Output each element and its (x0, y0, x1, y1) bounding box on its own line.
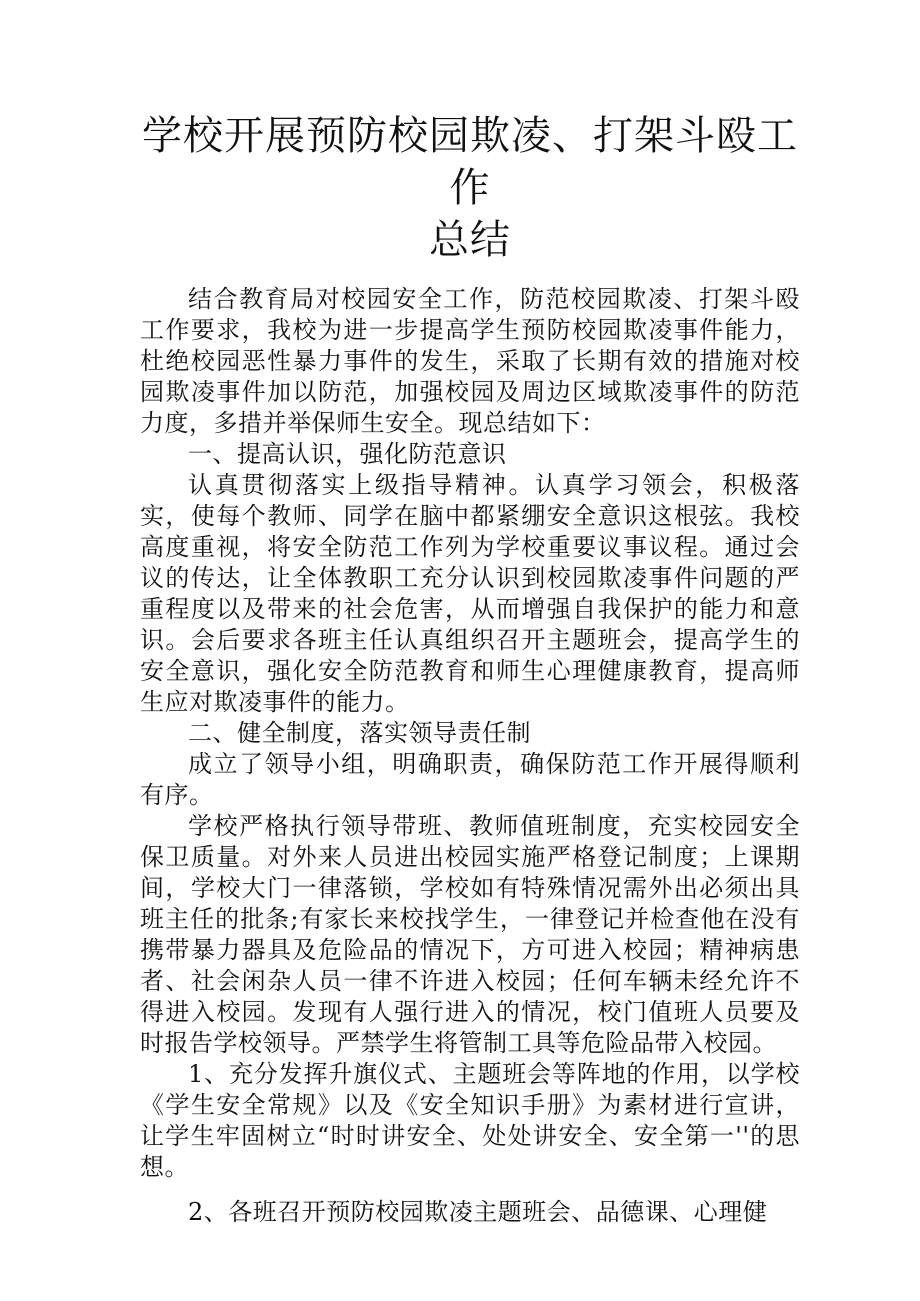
section-2-paragraph-1: 成立了领导小组，明确职责，确保防范工作开展得顺利有序。 (140, 750, 800, 809)
list-item-2: 2、各班召开预防校园欺凌主题班会、品德课、心理健 (188, 1198, 768, 1226)
document-title (140, 110, 800, 266)
section-heading-2: 二、健全制度，落实领导责任制 (188, 719, 531, 747)
section-heading-1: 一、提高认识，强化防范意识 (188, 440, 507, 468)
list-item-1: 1、充分发挥升旗仪式、主题班会等阵地的作用，以学校《学生安全常规》以及《安全知识手册》为素材进行宣讲，让学生牢固树立“时时讲安全、处处讲安全、安全第一''的思想。 (140, 1060, 800, 1181)
title-line-1: 学校开展预防校园欺凌、打架斗殴工作 (142, 113, 798, 211)
intro-paragraph: 结合教育局对校园安全工作，防范校园欺凌、打架斗殴工作要求，我校为进一步提高学生预防校园欺凌事件能力，杜绝校园恶性暴力事件的发生，采取了长期有效的措施对校园欺凌事件加以防范，加强校园及周边区域欺凌事件的防范力度，多措并举保师生安全。现总结如下： (140, 285, 800, 437)
section-1-paragraph: 认真贯彻落实上级指导精神。认真学习领会，积极落实，使每个教师、同学在脑中都紧绷安全意识这根弦。我校高度重视，将安全防范工作列为学校重要议事议程。通过会议的传达，让全体教职工充分认识到校园欺凌事件问题的严重程度以及带来的社会危害，从而增强自我保护的能力和意识。会后要求各班主任认真组织召开主题班会，提高学生的安全意识，强化安全防范教育和师生心理健康教育，提高师生应对欺凌事件的能力。 (140, 471, 800, 716)
title-line-2: 总结 (429, 217, 511, 263)
section-2-paragraph-2: 学校严格执行领导带班、教师值班制度，充实校园安全保卫质量。对外来人员进出校园实施严格登记制度；上课期间，学校大门一律落锁，学校如有特殊情况需外出必须出具班主任的批条;有家长来校找学生，一律登记并检查他在没有携带暴力器具及危险品的情况下，方可进入校园；精神病患者、社会闲杂人员一律不许进入校园；任何车辆未经允许不得进入校园。发现有人强行进入的情况，校门值班人员要及时报告学校领导。严禁学生将管制工具等危险品带入校园。 (140, 812, 800, 1057)
